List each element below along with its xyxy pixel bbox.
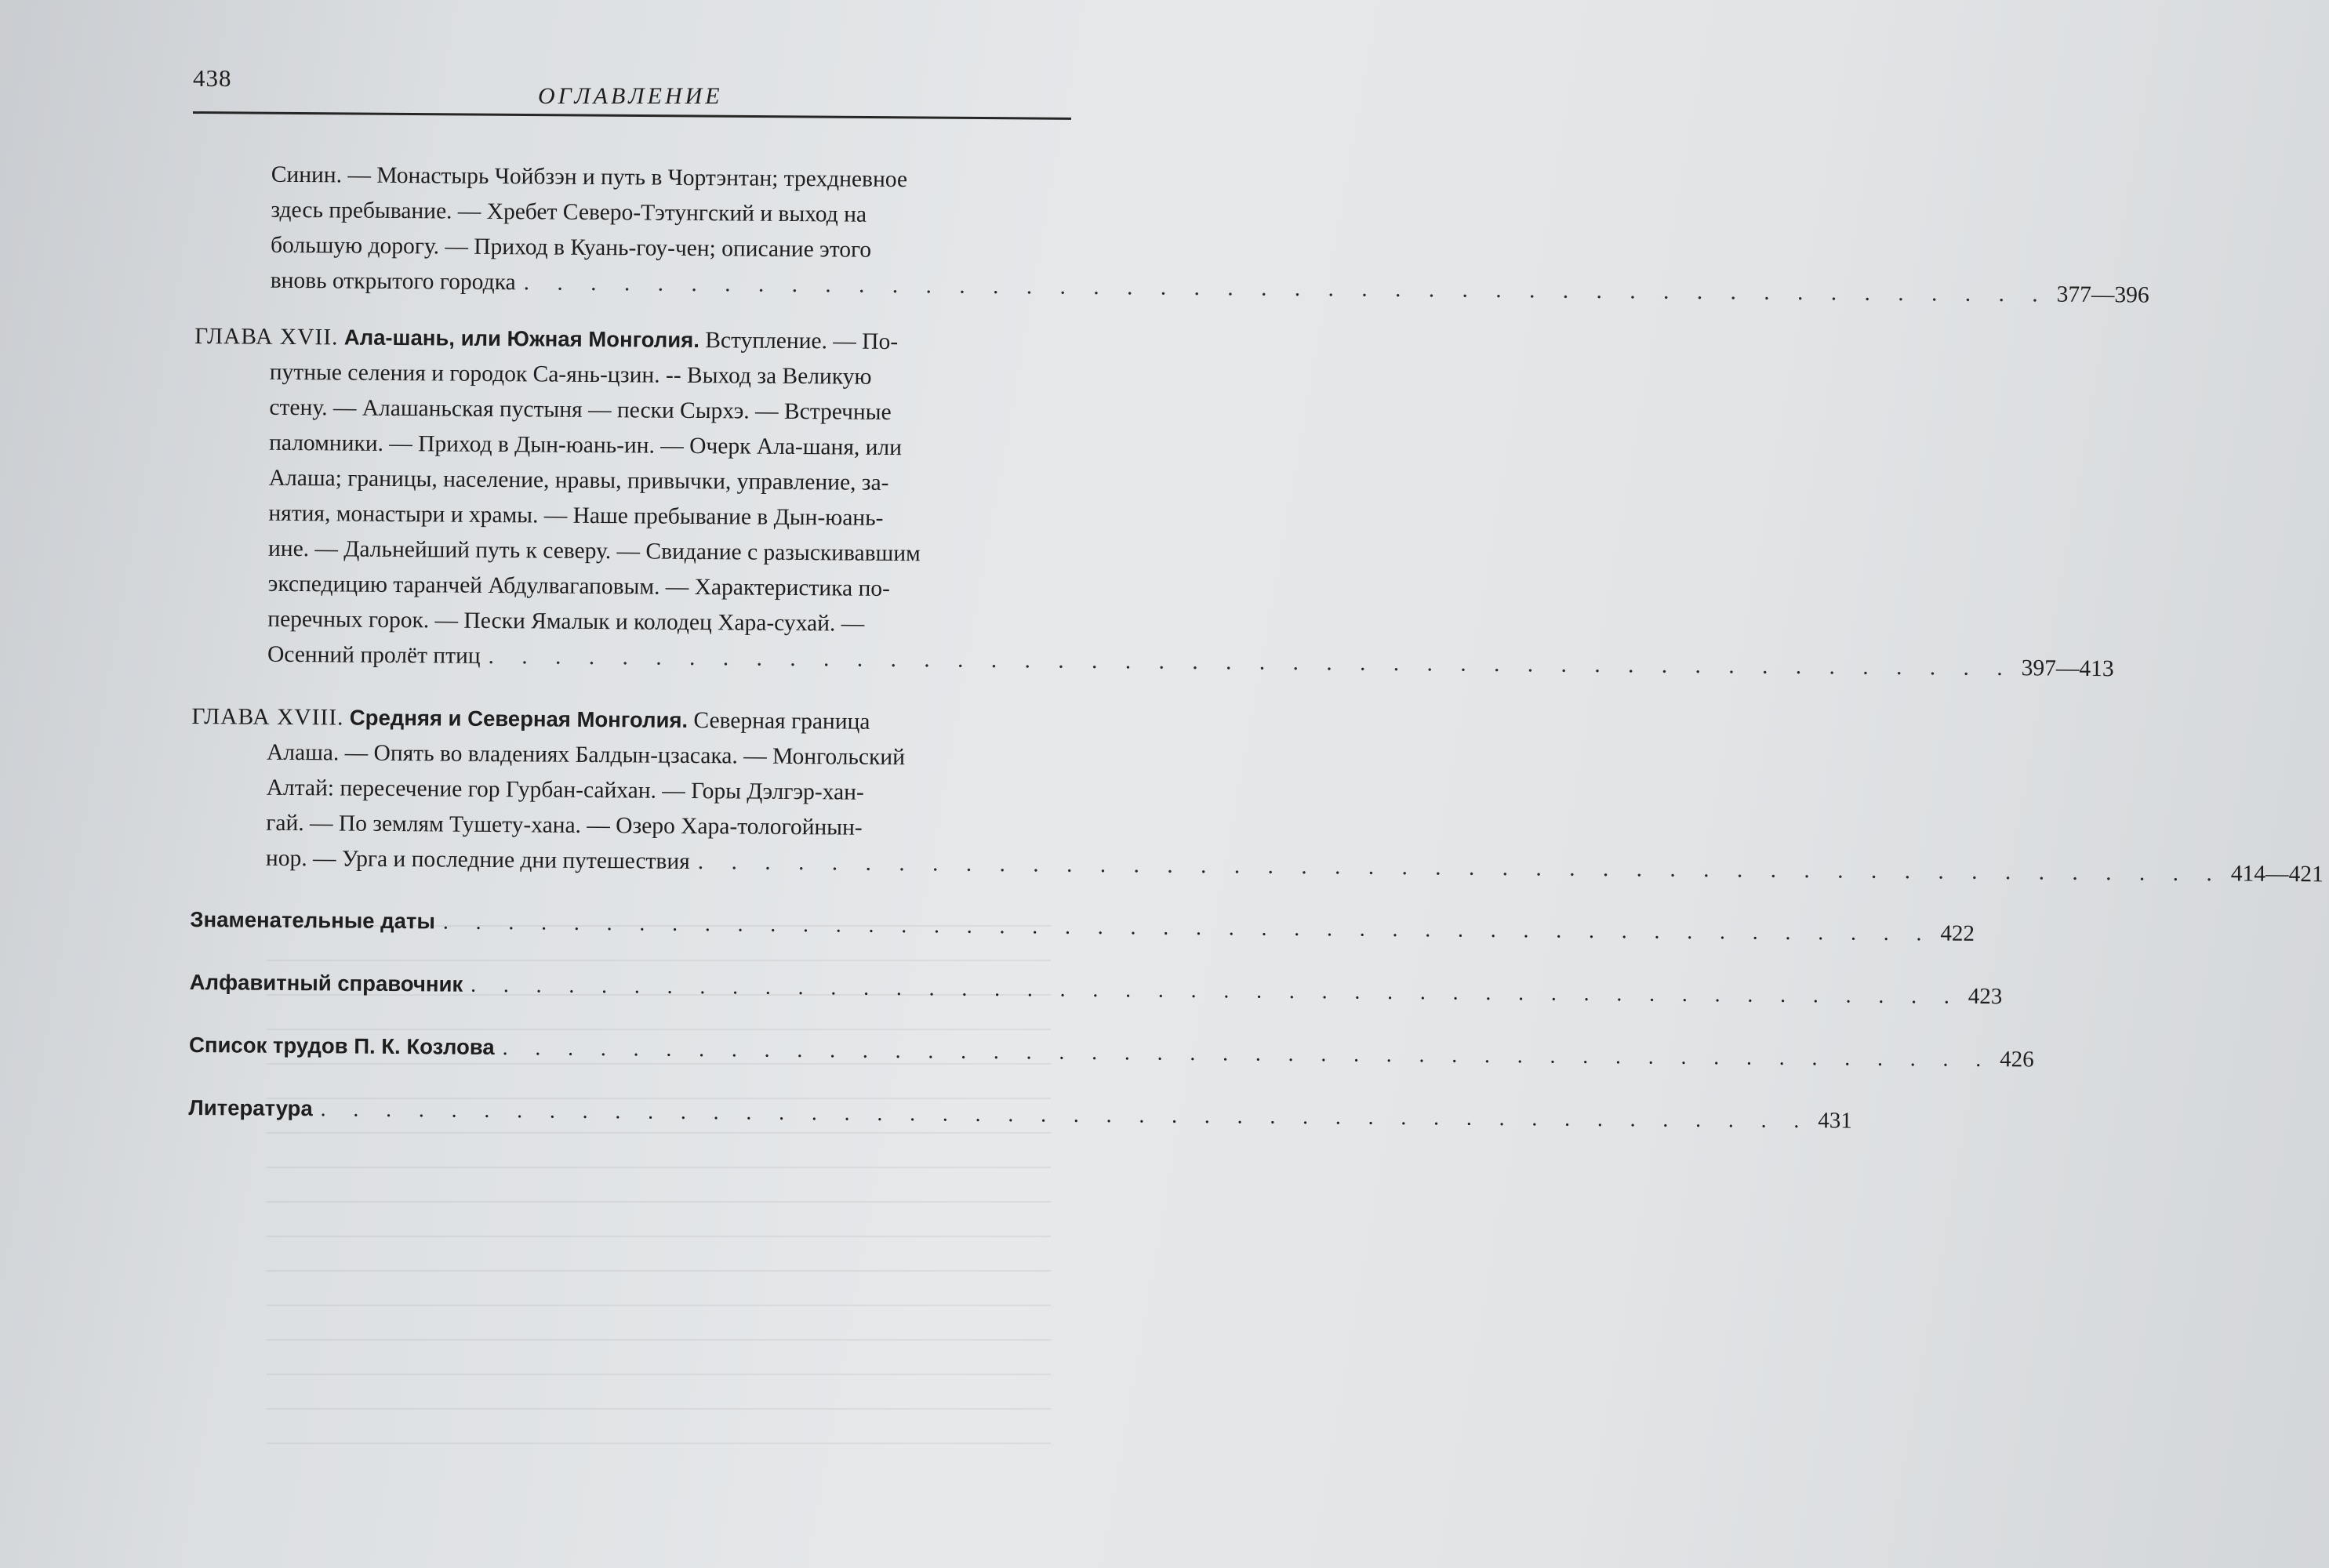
toc-entry-dates	[190, 902, 1975, 946]
toc-line: стену. — Алашаньская пустыня — пески Сырхэ. — Встречные	[269, 394, 892, 425]
entry-title: Литература	[188, 1094, 313, 1121]
dot-leader: . . . . . . . . . . . . . . . . . . . . . . . . . . . . . . . . . . . . . . . . . . . . . .	[697, 849, 2223, 887]
page-number: 438	[193, 64, 232, 92]
page-range: 414—421	[2230, 861, 2324, 887]
toc-line: паломники. — Приход в Дын-юань-ин. — Очерк Ала-шаня, или	[269, 430, 903, 461]
page-range: 377—396	[2056, 281, 2149, 308]
toc-line: путные селения и городок Са-янь-цзин. -- Выход за Великую	[269, 359, 872, 390]
toc-leader-line	[265, 841, 2324, 887]
toc-line: большую дорогу. — Приход в Куань-гоу-чен; описание этого	[270, 232, 872, 263]
toc-line: экспедицию таранчей Абдулвагаповым. — Характеристика по-	[267, 571, 891, 601]
page-range: 397—413	[2021, 655, 2114, 682]
toc-line: вновь открытого городка	[270, 267, 516, 296]
dot-leader: . . . . . . . . . . . . . . . . . . . . . . . . . . . . . . . . . . . . . . . . . . . . . .	[502, 1035, 1993, 1072]
toc-leader-line	[270, 263, 2149, 308]
toc-leader-line	[267, 637, 2114, 682]
toc-line: Алаша. — Опять во владениях Балдын-цзасака. — Монгольский	[266, 739, 906, 771]
toc-entry-literature	[188, 1091, 1852, 1134]
page-number-ref: 423	[1967, 983, 2003, 1010]
toc-line: нятия, монастыри и храмы. — Наше пребывание в Дын-юань-	[268, 500, 884, 531]
entry-title: Список трудов П. К. Козлова	[188, 1032, 495, 1060]
page-number-ref: 426	[2000, 1047, 2034, 1073]
toc-line: Северная граница	[693, 708, 870, 735]
toc-entry-continuation	[195, 157, 2149, 308]
chapter-title: Ала-шань, или Южная Монголия.	[343, 325, 700, 353]
header-rule	[193, 111, 1071, 120]
chapter-title: Средняя и Северная Монголия.	[349, 705, 689, 732]
toc-entry-works-list	[188, 1028, 2034, 1073]
page-number-ref: 431	[1818, 1108, 1852, 1134]
dot-leader: . . . . . . . . . . . . . . . . . . . . . . . . . . . . . . . . . . . . . . . . . . . . . .	[488, 643, 2014, 681]
toc-line: здесь пребывание. — Хребет Северо-Тэтунгский и выход на	[271, 197, 867, 227]
running-title: ОГЛАВЛЕНИЕ	[538, 83, 723, 109]
toc-line: гай. — По землям Тушету-хана. — Озеро Хара-тологойнын-	[266, 810, 863, 840]
toc-line: Синин. — Монастырь Чойбзэн и путь в Чортэнтан; трехдневное	[271, 162, 908, 193]
toc-line: Осенний пролёт птиц	[267, 641, 481, 669]
toc-entry-chapter-18	[191, 699, 2324, 887]
dot-leader: . . . . . . . . . . . . . . . . . . . . . . . . . . . . . . . . . . . . . . . . . . . . . .	[471, 971, 1960, 1008]
toc-line: Алаша; границы, население, нравы, привычки, управление, за-	[268, 465, 889, 495]
dot-leader: . . . . . . . . . . . . . . . . . . . . . . . . . . . . . . . . . . . . . . . . . . . . . .	[523, 270, 2049, 307]
table-of-contents	[188, 157, 2324, 1134]
toc-line: перечных горок. — Пески Ямалык и колодец Хара-сухай. —	[267, 606, 865, 637]
toc-line: Алтай: пересечение гор Гурбан-сайхан. — Горы Дэлгэр-хан-	[266, 775, 864, 805]
entry-title: Знаменательные даты	[190, 906, 436, 934]
dot-leader: . . . . . . . . . . . . . . . . . . . . . . . . . . . . . . . . . . . . . . . . . . . . . .	[320, 1096, 1811, 1133]
toc-entry-index	[189, 965, 2003, 1010]
toc-line: нор. — Урга и последние дни путешествия	[265, 845, 690, 874]
dot-leader: . . . . . . . . . . . . . . . . . . . . . . . . . . . . . . . . . . . . . . . . . . . . . .	[442, 909, 1933, 946]
chapter-label: ГЛАВА XVIII.	[191, 703, 344, 731]
chapter-label: ГЛАВА XVII.	[194, 323, 339, 350]
page-number-ref: 422	[1940, 920, 1975, 946]
toc-line: ине. — Дальнейший путь к северу. — Свидание с разыскивавшим	[267, 535, 921, 567]
toc-line: Вступление. — По-	[705, 328, 899, 355]
toc-entry-chapter-17	[192, 318, 2114, 682]
entry-title: Алфавитный справочник	[189, 969, 463, 996]
